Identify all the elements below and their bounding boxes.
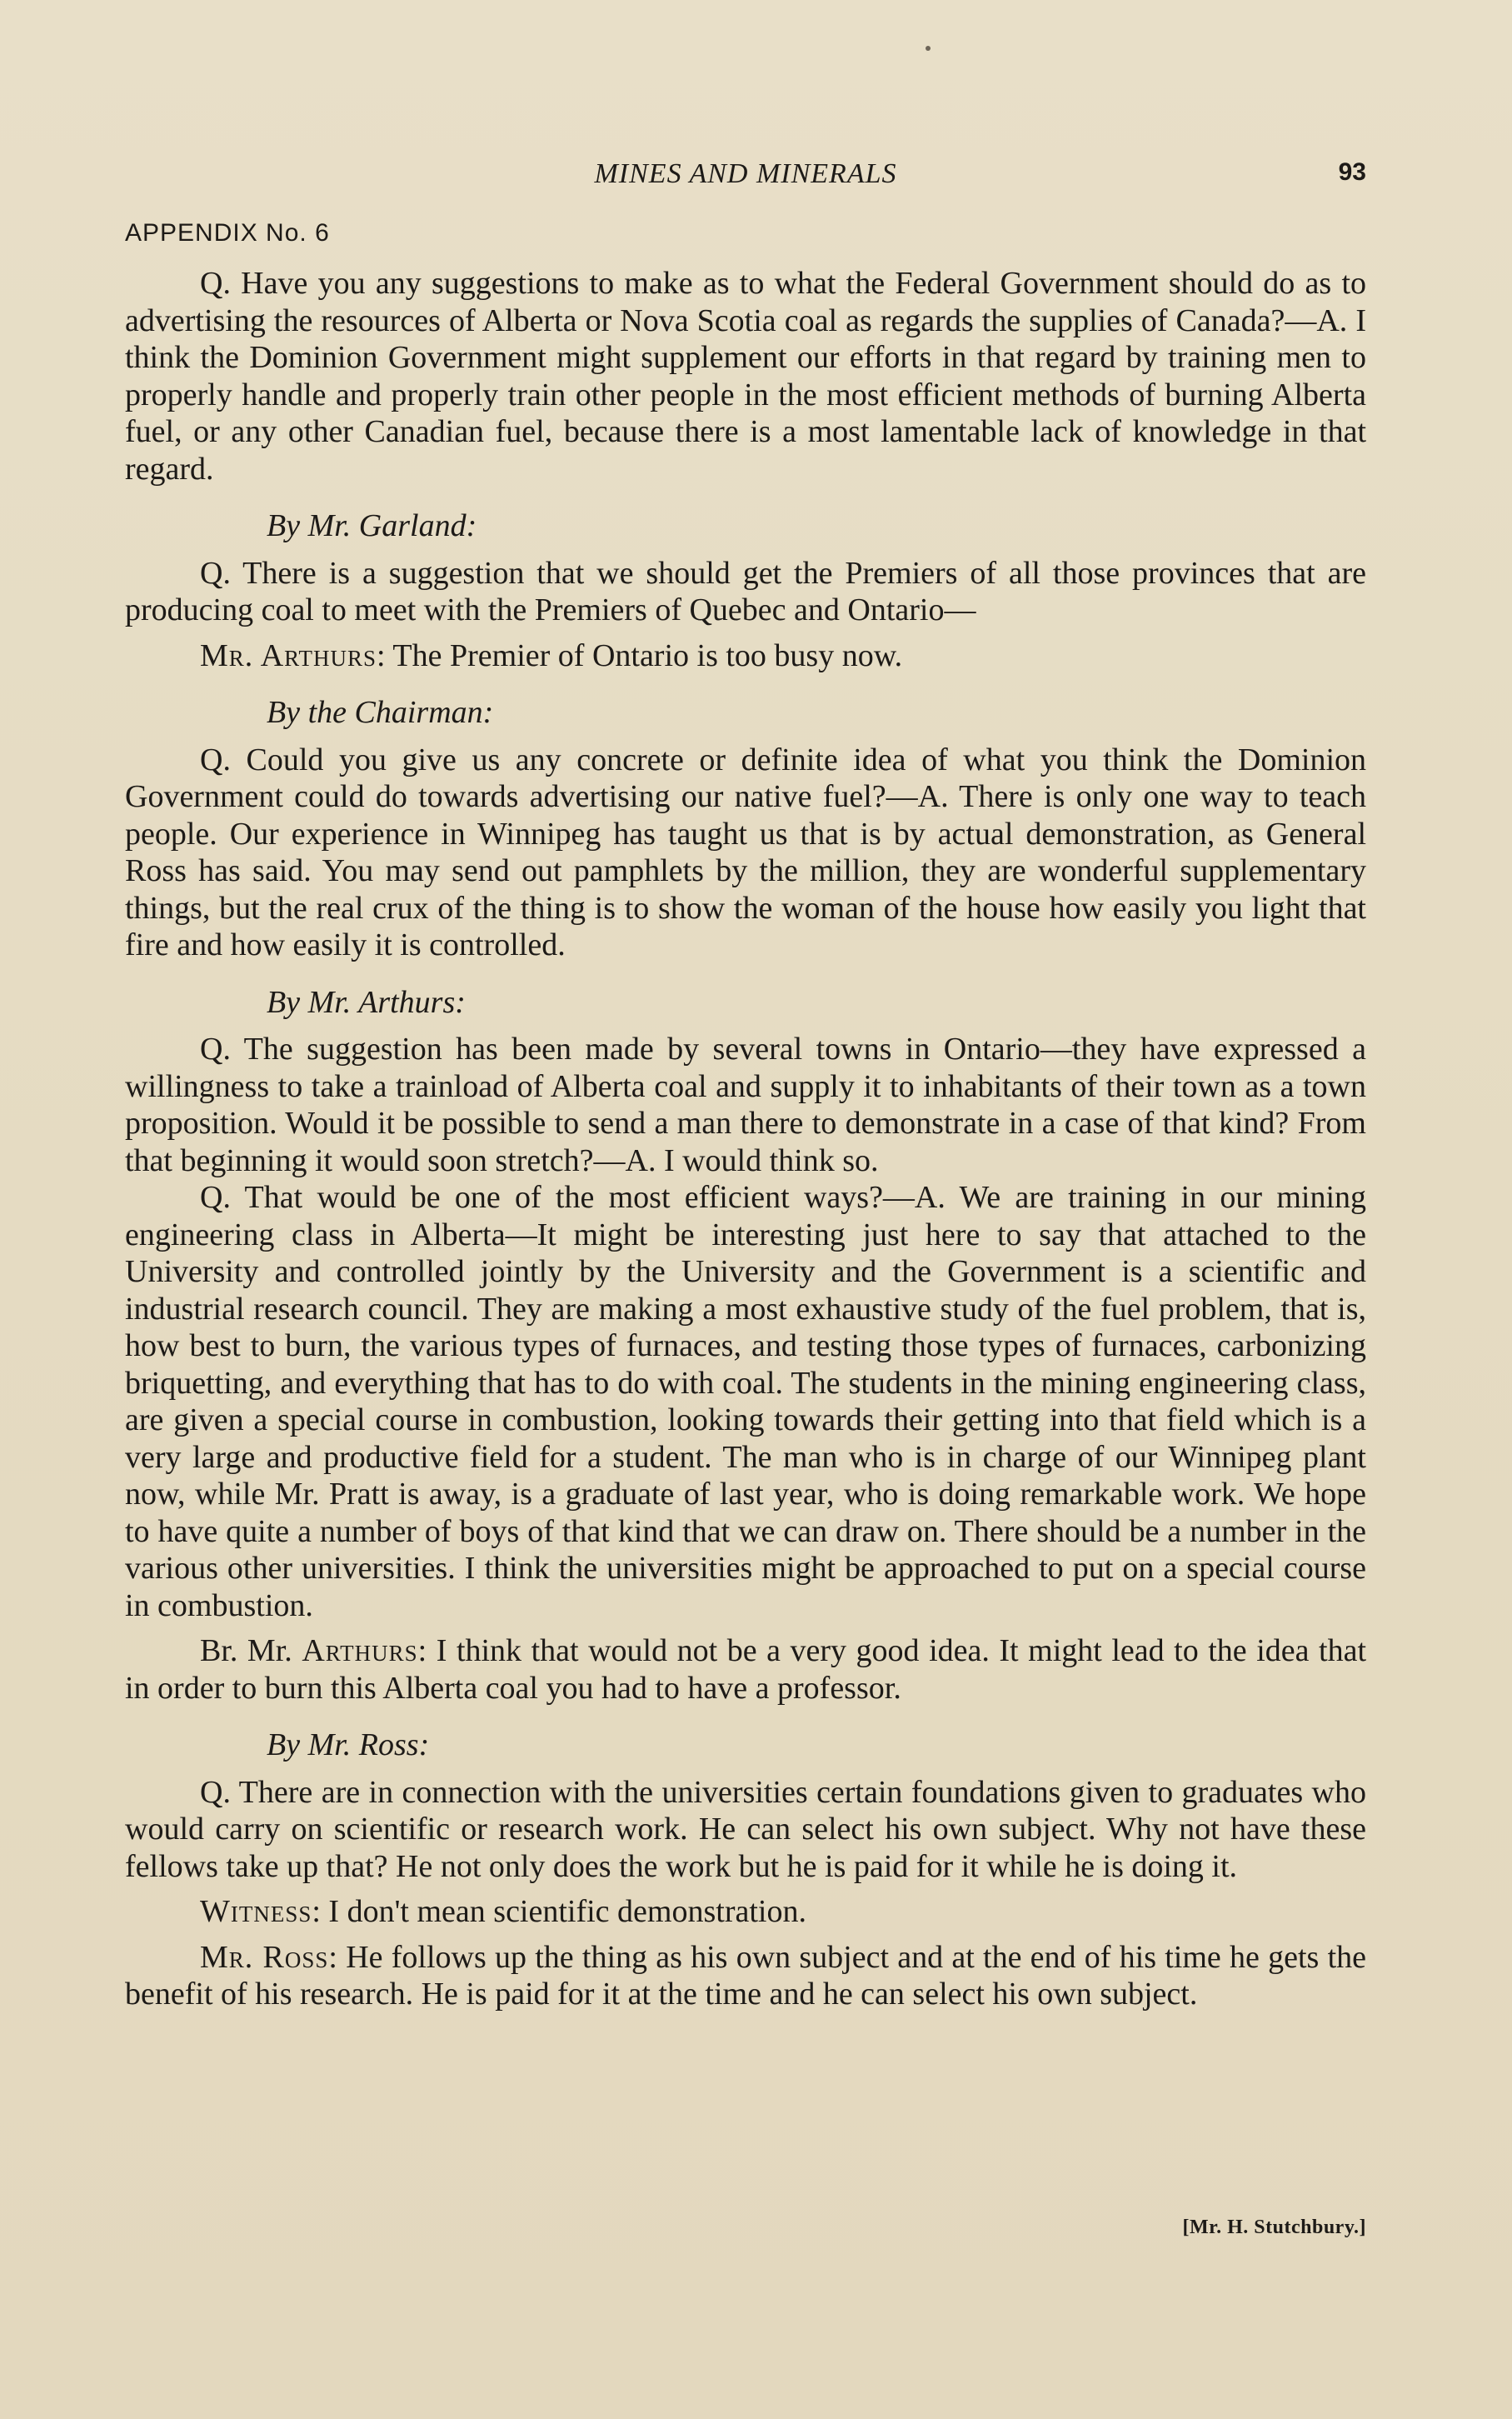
speaker-name: Mr. Ross xyxy=(200,1939,329,1975)
transcript-body xyxy=(125,265,1366,2013)
speaker-heading: By Mr. Ross: xyxy=(267,1727,430,1762)
speaker-heading: By the Chairman: xyxy=(267,695,494,730)
speaker-name: Arthurs xyxy=(302,1633,418,1668)
remark-text: : He follows up the thing as his own subject and at the end of his time he gets the benefit of his research. He is paid for it at the time and he can select his own subject. xyxy=(125,1939,1366,2012)
question-paragraph: Q. Could you give us any concrete or definite idea of what you think the Dominion Government could do towards advertising our native fuel?—A. There is only one way to teach people. Our experience in Winnipeg has taught us that is by actual demonstration, as General Ross has said. You may send out pamphlets by the million, they are wonderful supplementary things, but the real crux of the thing is to show the woman of the house how easily you light that fire and how easily it is controlled. xyxy=(125,742,1366,962)
speaker-name: Mr. Arthurs xyxy=(200,637,377,673)
speaker-heading: By Mr. Arthurs: xyxy=(267,984,466,1020)
question-paragraph: Q. There are in connection with the universities certain foundations given to graduates who would carry on scientific or research work. He can select his own subject. Why not have these fellows take up that? He not only does the work but he is paid for it while he is doing it. xyxy=(125,1774,1366,1884)
speaker-heading: By Mr. Garland: xyxy=(267,508,477,543)
page-number: 93 xyxy=(1338,158,1366,186)
appendix-label: APPENDIX No. 6 xyxy=(125,219,330,247)
remark-text: : I don't mean scientific demonstration. xyxy=(312,1894,806,1929)
question-paragraph: Q. That would be one of the most efficient ways?—A. We are training in our mining engineering class in Alberta—It might be interesting just here to say that attached to the University and controlled jointly by the University and the Government is a scientific and industrial research council. They are making a most exhaustive study of the fuel problem, that is, how best to burn, the various types of furnaces, and testing those types of furnaces, carbonizing briquetting, and everything that has to do with coal. The students in the mining engineering class, are given a special course in combustion, looking towards their getting into that field which is a very large and productive field for a student. The man who is in charge of our Winnipeg plant now, while Mr. Pratt is away, is a graduate of last year, who is doing remarkable work. We hope to have quite a number of boys of that kind that we can draw on. There should be a number in the various other universities. I think the universities might be approached to put on a special course in combustion. xyxy=(125,1180,1366,1623)
witness-attribution: [Mr. H. Stutchbury.] xyxy=(1182,2217,1366,2238)
speaker-remark xyxy=(125,637,1366,675)
speaker-remark xyxy=(125,1632,1366,1707)
question-paragraph: Q. Have you any suggestions to make as to what the Federal Government should do as to advertising the resources of Alberta or Nova Scotia coal as regards the supplies of Canada?—A. I think the Dominion Government might supplement our efforts in that regard by training men to properly handle and properly train other people in the most efficient methods of burning Alberta fuel, or any other Canadian fuel, because there is a most lamentable lack of knowledge in that regard. xyxy=(125,266,1366,487)
speaker-remark xyxy=(125,1893,1366,1931)
running-title: MINES AND MINERALS xyxy=(594,158,897,189)
remark-prefix: Br. Mr. xyxy=(200,1633,302,1668)
speaker-name: Witness xyxy=(200,1894,312,1929)
remark-text: : I think that would not be a very good idea. It might lead to the idea that in order to burn this Alberta coal you had to have a professor. xyxy=(125,1633,1366,1706)
question-paragraph: Q. There is a suggestion that we should get the Premiers of all those provinces that are producing coal to meet with the Premiers of Quebec and Ontario— xyxy=(125,555,1366,627)
question-paragraph: Q. The suggestion has been made by several towns in Ontario—they have expressed a willingness to take a trainload of Alberta coal and supply it to inhabitants of their town as a town proposition. Would it be possible to send a man there to demonstrate in a case of that kind? From that beginning it would soon stretch?—A. I would think so. xyxy=(125,1032,1366,1178)
ink-speck xyxy=(926,46,931,51)
remark-text: : The Premier of Ontario is too busy now. xyxy=(377,637,903,673)
running-head xyxy=(125,158,1366,200)
speaker-remark xyxy=(125,1939,1366,2013)
